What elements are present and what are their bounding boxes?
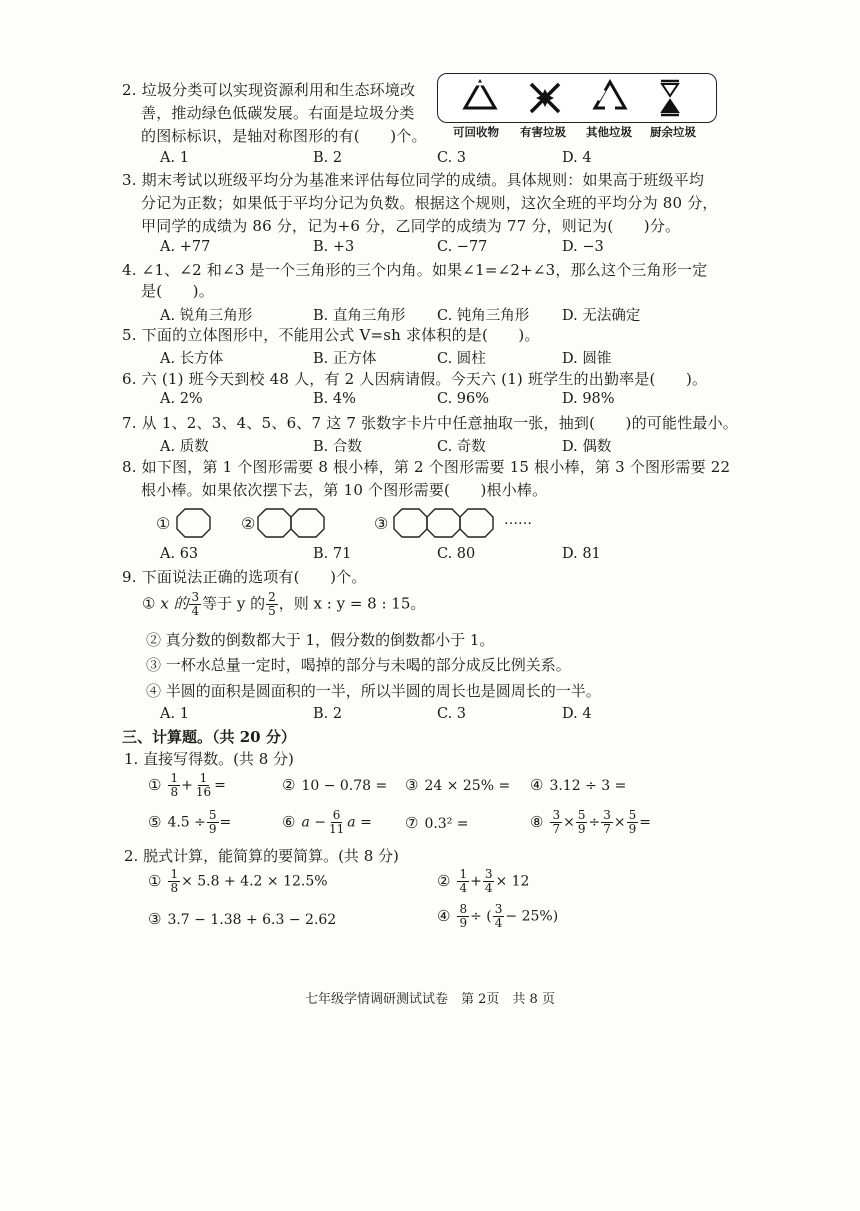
octagon-fig1	[177, 509, 210, 537]
recycle-icon	[465, 82, 495, 108]
q2-line1: 2. 垃圾分类可以实现资源利用和生态环境改	[122, 81, 416, 99]
q3-option-d: D. −3	[562, 239, 604, 255]
q8-octagon-figures	[176, 506, 496, 540]
octagon-fig2b	[291, 509, 324, 537]
q2-line3: 的图标标识，是轴对称图形的有( )个。	[141, 127, 427, 145]
q3-line2: 分记为正数；如果低于平均分记为负数。根据这个规则，这次全班的平均分为 80 分，	[141, 194, 718, 212]
q9-s1-text-a: x 的	[160, 594, 189, 613]
calc1-item8: ⑧ $\frac{3}{7}$ × $\frac{5}{9}$ ÷ $\frac{3}{7}$ × $\frac{5}{9}$ =	[530, 808, 651, 836]
q9-s1-text-c: ，则 x : y = 8 : 15。	[278, 594, 426, 613]
q9-statement-4: ④ 半圆的面积是圆面积的一半，所以半圆的周长也是圆周长的一半。	[146, 682, 601, 700]
q6-line1: 6. 六 (1) 班今天到校 48 人，有 2 人因病请假。今天六 (1) 班学生的出勤率是( )。	[122, 370, 708, 388]
octagon-fig2a	[258, 509, 291, 537]
q8-option-b: B. 71	[313, 546, 352, 562]
q5-option-d: D. 圆锥	[562, 351, 612, 367]
part2-title: 2. 脱式计算，能简算的要简算。(共 8 分)	[124, 847, 399, 865]
q8-option-c: C. 80	[437, 546, 476, 562]
recycle-icon	[595, 82, 625, 108]
q4-option-d: D. 无法确定	[562, 308, 641, 324]
q3-line1: 3. 期末考试以班级平均分为基准来评估每位同学的成绩。具体规则：如果高于班级平均	[122, 171, 705, 189]
q8-option-a: A. 63	[160, 546, 199, 562]
q9-statement-1	[142, 591, 425, 618]
q4-option-a: A. 锐角三角形	[160, 308, 253, 324]
q9-s1-marker: ①	[142, 594, 156, 613]
icon-label-hazardous: 有害垃圾	[520, 125, 566, 139]
page-footer: 七年级学情调研测试试卷 第 2页 共 8 页	[305, 992, 555, 1007]
q9-s1-fraction-2: $\frac{2}{5}$	[268, 590, 276, 618]
hazard-icon	[531, 84, 559, 112]
icon-label-recyclable: 可回收物	[453, 125, 499, 139]
calc1-item7: ⑦ 0.3² =	[405, 814, 469, 832]
q5-line1: 5. 下面的立体图形中，不能用公式 V=sh 求体积的是( )。	[122, 326, 540, 344]
q4-option-b: B. 直角三角形	[313, 308, 406, 324]
q2-option-a: A. 1	[160, 150, 189, 166]
q4-option-c: C. 钝角三角形	[437, 308, 530, 324]
q8-fig2-label: ②	[241, 514, 256, 533]
q2-option-d: D. 4	[562, 150, 592, 166]
q2-option-c: C. 3	[437, 150, 467, 166]
calc2-item2: ② $\frac{1}{4}$ + $\frac{3}{4}$ × 12	[437, 867, 530, 895]
q9-option-c: C. 3	[437, 706, 467, 722]
calc1-item1: ① $\frac{1}{8}$ + $\frac{1}{16}$ =	[148, 771, 226, 799]
q2-line2: 善，推动绿色低碳发展。右面是垃圾分类	[141, 104, 415, 122]
q8-option-d: D. 81	[562, 546, 601, 562]
q9-option-a: A. 1	[160, 706, 189, 722]
q5-option-a: A. 长方体	[160, 351, 224, 367]
q9-s1-fraction-1: $\frac{3}{4}$	[191, 590, 200, 618]
q8-line1: 8. 如下图，第 1 个图形需要 8 根小棒，第 2 个图形需要 15 根小棒，第 3 个图形需要 22	[122, 458, 731, 476]
q9-option-b: B. 2	[313, 706, 343, 722]
q7-option-b: B. 合数	[313, 439, 362, 455]
q6-option-c: C. 96%	[437, 391, 490, 407]
octagon-fig3a	[394, 509, 427, 537]
q5-option-c: C. 圆柱	[437, 351, 486, 367]
q4-line1: 4. ∠1、∠2 和∠3 是一个三角形的三个内角。如果∠1=∠2+∠3，那么这个三角形一定	[122, 261, 708, 279]
calc1-item4: ④ 3.12 ÷ 3 =	[530, 776, 627, 794]
icon-label-other: 其他垃圾	[586, 125, 632, 139]
q9-statement-3: ③ 一杯水总量一定时，喝掉的部分与未喝的部分成反比例关系。	[146, 656, 571, 674]
calc1-item5: ⑤ 4.5 ÷ $\frac{5}{9}$ =	[148, 808, 232, 836]
calc2-item4: ④ $\frac{8}{9}$ ÷ ( $\frac{3}{4}$ − 25%)	[437, 902, 559, 930]
q8-fig3-label: ③	[374, 514, 389, 533]
q7-option-d: D. 偶数	[562, 439, 612, 455]
calc1-item6: ⑥ a − $\frac{6}{11}$ a =	[282, 808, 372, 836]
q8-ellipsis: ……	[504, 512, 532, 528]
q6-option-d: D. 98%	[562, 391, 615, 407]
q7-line1: 7. 从 1、2、3、4、5、6、7 这 7 张数字卡片中任意抽取一张，抽到( )的可能性最小。	[122, 414, 739, 432]
octagon-fig3c	[460, 509, 493, 537]
q9-option-d: D. 4	[562, 706, 592, 722]
section-3-title: 三、计算题。（共 20 分）	[122, 728, 296, 746]
q6-option-a: A. 2%	[160, 391, 203, 407]
octagon-fig3b	[427, 509, 460, 537]
calc1-item3: ③ 24 × 25% =	[405, 776, 511, 794]
q3-line3: 甲同学的成绩为 86 分，记为+6 分，乙同学的成绩为 77 分，则记为( )分。	[141, 217, 681, 235]
q8-line2: 根小棒。如果依次摆下去，第 10 个图形需要( )根小棒。	[141, 481, 548, 499]
q5-option-b: B. 正方体	[313, 351, 377, 367]
q9-s1-text-b: 等于 y 的	[202, 594, 266, 613]
q3-option-a: A. +77	[160, 239, 211, 255]
q7-option-a: A. 质数	[160, 439, 209, 455]
icon-label-kitchen: 厨余垃圾	[650, 125, 696, 139]
q3-option-c: C. −77	[437, 239, 488, 255]
calc1-item2: ② 10 − 0.78 =	[282, 776, 388, 794]
part1-title: 1. 直接写得数。(共 8 分)	[124, 750, 294, 768]
q2-option-b: B. 2	[313, 150, 343, 166]
garbage-icons-svg	[438, 74, 716, 122]
q3-option-b: B. +3	[313, 239, 355, 255]
q9-line1: 9. 下面说法正确的选项有( )个。	[122, 568, 367, 586]
q6-option-b: B. 4%	[313, 391, 356, 407]
calc2-item1: ① $\frac{1}{8}$ × 5.8 + 4.2 × 12.5%	[148, 867, 328, 895]
q9-statement-2: ② 真分数的倒数都大于 1，假分数的倒数都小于 1。	[146, 631, 495, 649]
q4-line2: 是( )。	[141, 282, 214, 300]
q7-option-c: C. 奇数	[437, 439, 486, 455]
kitchen-bin-icon	[661, 81, 679, 115]
calc2-item3: ③ 3.7 − 1.38 + 6.3 − 2.62	[148, 910, 337, 928]
q8-fig1-label: ①	[156, 514, 171, 533]
garbage-icons-panel	[437, 73, 717, 123]
